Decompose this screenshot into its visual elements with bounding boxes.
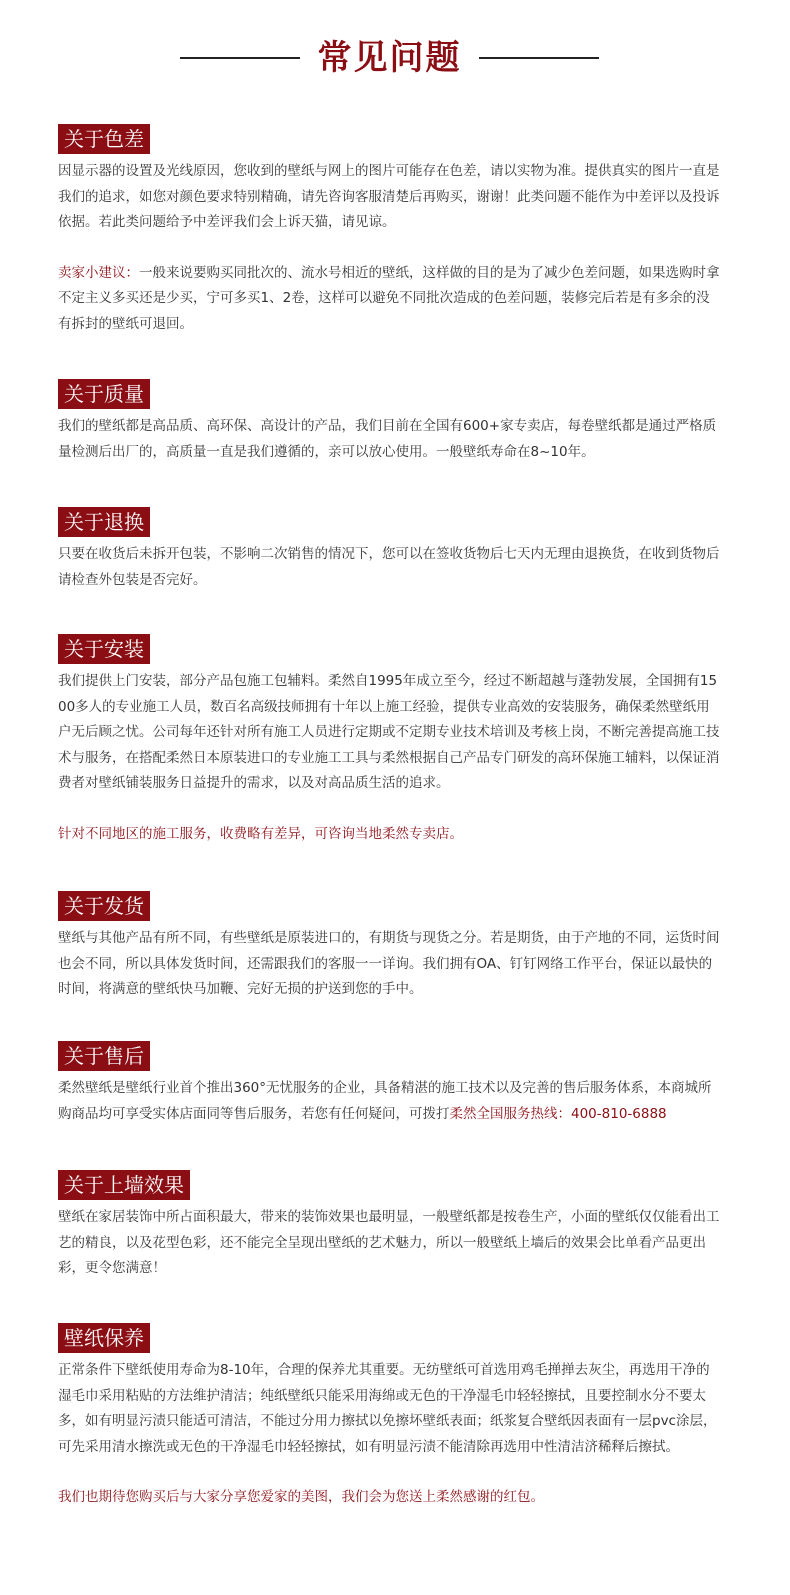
section-body: 我们提供上门安装，部分产品包施工包辅料。柔然自1995年成立至今，经过不断超越与蓬勃发展，全国拥有1500多人的专业施工人员，数百名高级技师拥有十年以上施工经验，提供专业高效的安装服务，确保柔然壁纸用户无后顾之忧。公司每年还针对所有施工人员进行定期或不定期专业技术培训及考核上岗，不断完善提高施工技术与服务，在搭配柔然日本原装进口的专业施工工具与柔然根据自己产品专门研发的高环保施工辅料，以保证消费者对壁纸铺装服务日益提升的需求，以及对高品质生活的追求。 [58,673,720,792]
seller-tip-text: 一般来说要购买同批次的、流水号相近的壁纸，这样做的目的是为了减少色差问题，如果选购时拿不定主义多买还是少买，宁可多买1、2卷，这样可以避免不同批次造成的色差问题，装修完后若是有多余的没有拆封的壁纸可退回。 [58,264,720,332]
page-header [0,36,790,80]
after-sales-text: 柔然壁纸是壁纸行业首个推出360°无忧服务的企业，具备精湛的施工技术以及完善的售后服务体系，本商城所购商品均可享受实体店面同等售后服务，若您有任何疑问，可拨打 [58,1080,712,1122]
section-quality [58,379,722,465]
section-body [58,1076,722,1127]
section-shipping [58,891,722,1003]
share-note: 我们也期待您购买后与大家分享您爱家的美图，我们会为您送上柔然感谢的红包。 [58,1489,544,1506]
section-heading: 关于退换 [58,507,150,537]
seller-tip [58,261,722,338]
section-heading: 关于色差 [58,124,150,154]
section-body: 正常条件下壁纸使用寿命为8-10年，合理的保养尤其重要。无纺壁纸可首选用鸡毛掸掸去灰尘，再选用干净的湿毛巾采用粘贴的方法维护清洁；纯纸壁纸只能采用海绵或无色的干净湿毛巾轻轻擦拭，且要控制水分不要太多，如有明显污渍只能适可清洁，不能过分用力擦拭以免擦坏壁纸表面；纸浆复合壁纸因表面有一层pvc涂层，可先采用清水擦洗或无色的干净湿毛巾轻轻擦拭，如有明显污渍不能清除再选用中性清洁济稀释后擦拭。 [58,1362,717,1455]
section-maintenance [58,1323,722,1511]
section-heading: 壁纸保养 [58,1323,150,1353]
section-heading: 关于上墙效果 [58,1170,190,1200]
installation-note: 针对不同地区的施工服务，收费略有差异，可咨询当地柔然专卖店。 [58,825,463,842]
seller-tip-label: 卖家小建议： [58,264,139,281]
section-installation [58,634,722,848]
section-returns [58,507,722,593]
title-divider-right [479,57,599,59]
section-after-sales [58,1041,722,1127]
page-title: 常见问题 [317,38,462,78]
section-body: 只要在收货后未拆开包装，不影响二次销售的情况下，您可以在签收货物后七天内无理由退换货，在收到货物后请检查外包装是否完好。 [58,546,720,588]
section-heading: 关于售后 [58,1041,150,1071]
section-heading: 关于质量 [58,379,150,409]
section-heading: 关于安装 [58,634,150,664]
service-hotline: 柔然全国服务热线：400-810-6888 [449,1105,667,1122]
section-body: 因显示器的设置及光线原因，您收到的壁纸与网上的图片可能存在色差，请以实物为准。提供真实的图片一直是我们的追求，如您对颜色要求特别精确，请先咨询客服清楚后再购买，谢谢！此类问题不能作为中差评以及投诉依据。若此类问题给予中差评我们会上诉天猫，请见谅。 [58,163,720,231]
section-body: 壁纸与其他产品有所不同，有些壁纸是原装进口的，有期货与现货之分。若是期货，由于产地的不同，运货时间也会不同，所以具体发货时间，还需跟我们的客服一一详询。我们拥有OA、钉钉网络工作平台，保证以最快的时间，将满意的壁纸快马加鞭、完好无损的护送到您的手中。 [58,930,720,998]
section-wall-effect [58,1170,722,1282]
section-body: 我们的壁纸都是高品质、高环保、高设计的产品，我们目前在全国有600+家专卖店，每卷壁纸都是通过严格质量检测后出厂的，高质量一直是我们遵循的，亲可以放心使用。一般壁纸寿命在8~10年。 [58,418,717,460]
title-divider-left [180,57,300,59]
section-color-difference [58,124,722,338]
section-heading: 关于发货 [58,891,150,921]
section-body: 壁纸在家居装饰中所占面积最大，带来的装饰效果也最明显，一般壁纸都是按卷生产，小面的壁纸仅仅能看出工艺的精良，以及花型色彩，还不能完全呈现出壁纸的艺术魅力，所以一般壁纸上墙后的效果会比单看产品更出彩，更令您满意！ [58,1209,720,1277]
